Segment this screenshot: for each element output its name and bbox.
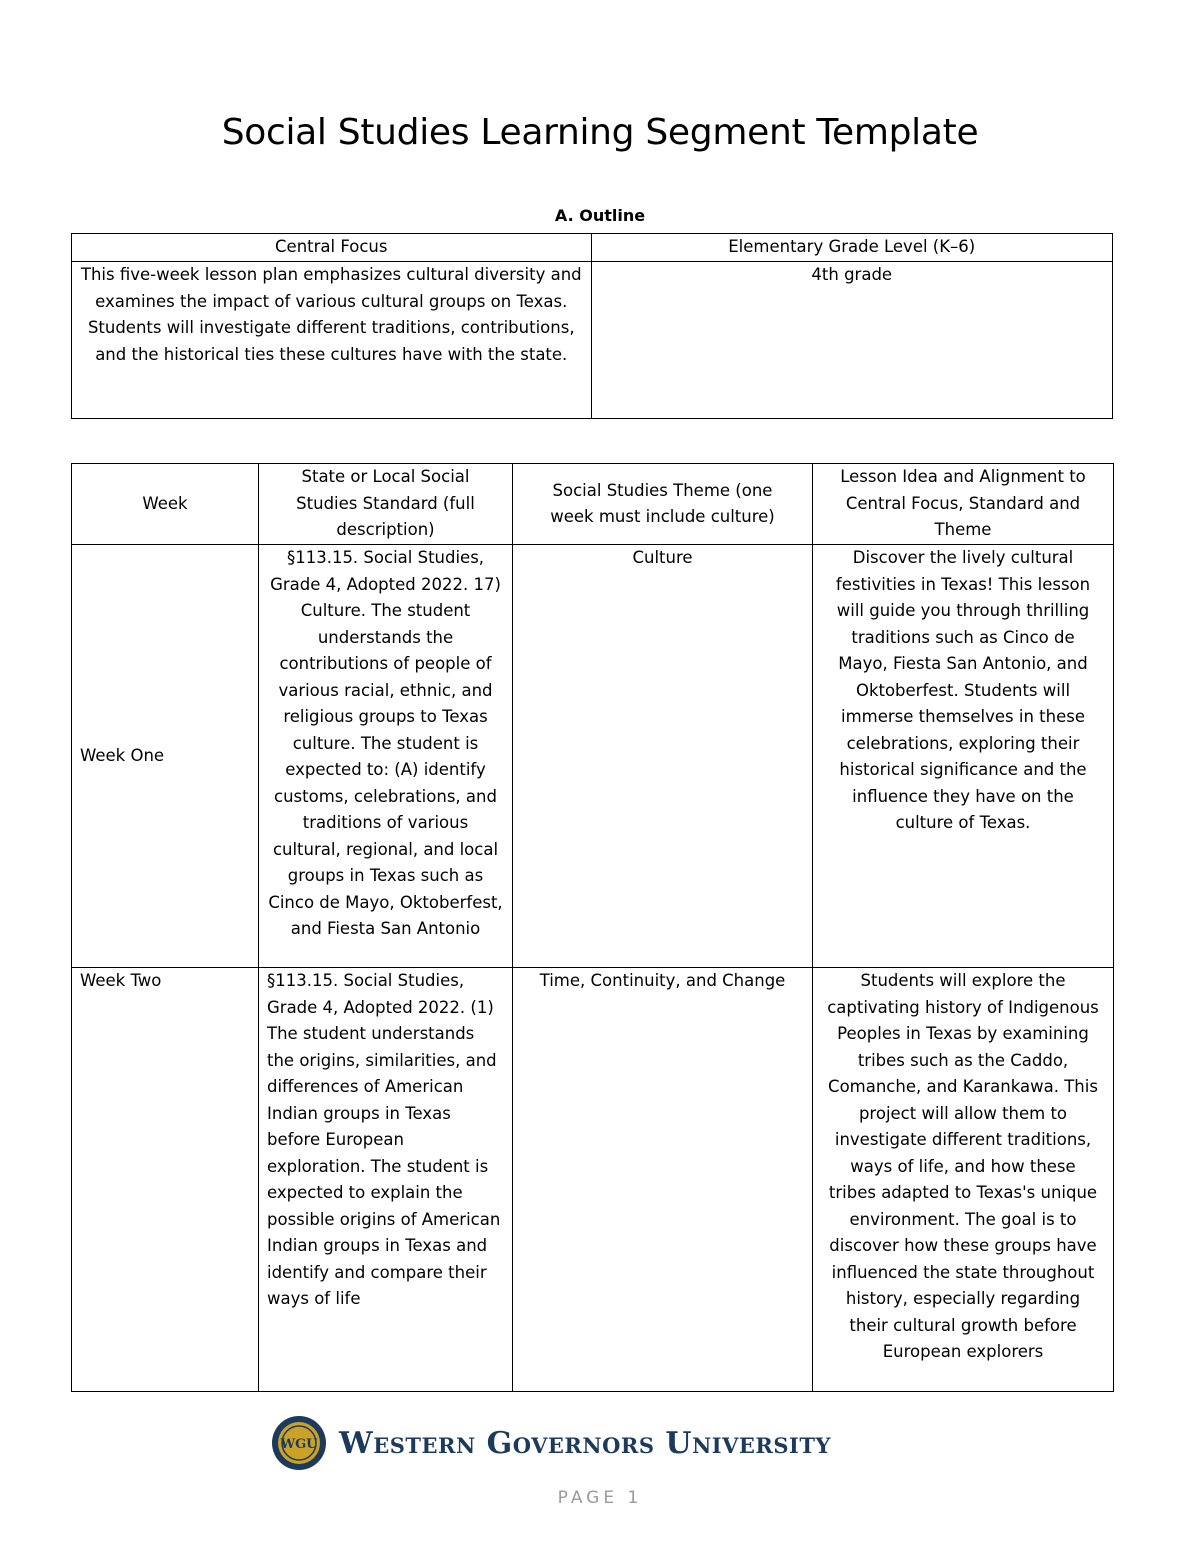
outline-heading: A. Outline xyxy=(554,206,646,225)
lesson-header: Lesson Idea and Alignment to Central Focus, Standard and Theme xyxy=(813,464,1114,545)
outline-table xyxy=(71,233,1113,419)
lesson-cell: Discover the lively cultural festivities in Texas! This lesson will guide you through thrilling traditions such as Cinco de Mayo, Fiesta San Antonio, and Oktoberfest. Students will immerse themselves in these celebrations, exploring their historical significance and the influence they have on the culture of Texas. xyxy=(813,545,1114,968)
grade-level-cell: 4th grade xyxy=(591,262,1113,419)
seal-initials: WGU xyxy=(280,1437,318,1452)
week-cell: Week Two xyxy=(72,968,259,1392)
wgu-logo xyxy=(271,1414,891,1472)
table-row xyxy=(72,545,1114,968)
document-title: Social Studies Learning Segment Template xyxy=(221,112,979,153)
theme-cell: Time, Continuity, and Change xyxy=(513,968,813,1392)
central-focus-cell: This five-week lesson plan emphasizes cultural diversity and examines the impact of various cultural groups on Texas. Students will investigate different traditions, contributions, and the historical ties these cultures have with the state. xyxy=(72,262,592,419)
lesson-cell: Students will explore the captivating history of Indigenous Peoples in Texas by examining tribes such as the Caddo, Comanche, and Karankawa. This project will allow them to investigate different traditions, ways of life, and how these tribes adapted to Texas's unique environment. The goal is to discover how these groups have influenced the state throughout history, especially regarding their cultural growth before European explorers xyxy=(813,968,1114,1392)
weeks-header-row xyxy=(72,464,1114,545)
table-row xyxy=(72,968,1114,1392)
standard-cell: §113.15. Social Studies, Grade 4, Adopted 2022. 17) Culture. The student understands the contributions of people of various racial, ethnic, and religious groups to Texas culture. The student is expected to: (A) identify customs, celebrations, and traditions of various cultural, regional, and local groups in Texas such as Cinco de Mayo, Oktoberfest, and Fiesta San Antonio xyxy=(259,545,513,968)
university-seal-icon xyxy=(271,1415,327,1471)
week-cell: Week One xyxy=(72,545,259,968)
standard-cell: §113.15. Social Studies, Grade 4, Adopted 2022. (1) The student understands the origins, similarities, and differences of American Indian groups in Texas before European exploration. The student is expected to explain the possible origins of American Indian groups in Texas and identify and compare their ways of life xyxy=(259,968,513,1392)
theme-header: Social Studies Theme (one week must include culture) xyxy=(513,464,813,545)
grade-level-header: Elementary Grade Level (K–6) xyxy=(591,234,1113,262)
standard-header: State or Local Social Studies Standard (full description) xyxy=(259,464,513,545)
weeks-table xyxy=(71,463,1114,1392)
week-header: Week xyxy=(72,464,259,545)
university-name: Western Governors University xyxy=(339,1425,831,1461)
central-focus-header: Central Focus xyxy=(72,234,592,262)
theme-cell: Culture xyxy=(513,545,813,968)
page-number: PAGE 1 xyxy=(557,1488,643,1508)
